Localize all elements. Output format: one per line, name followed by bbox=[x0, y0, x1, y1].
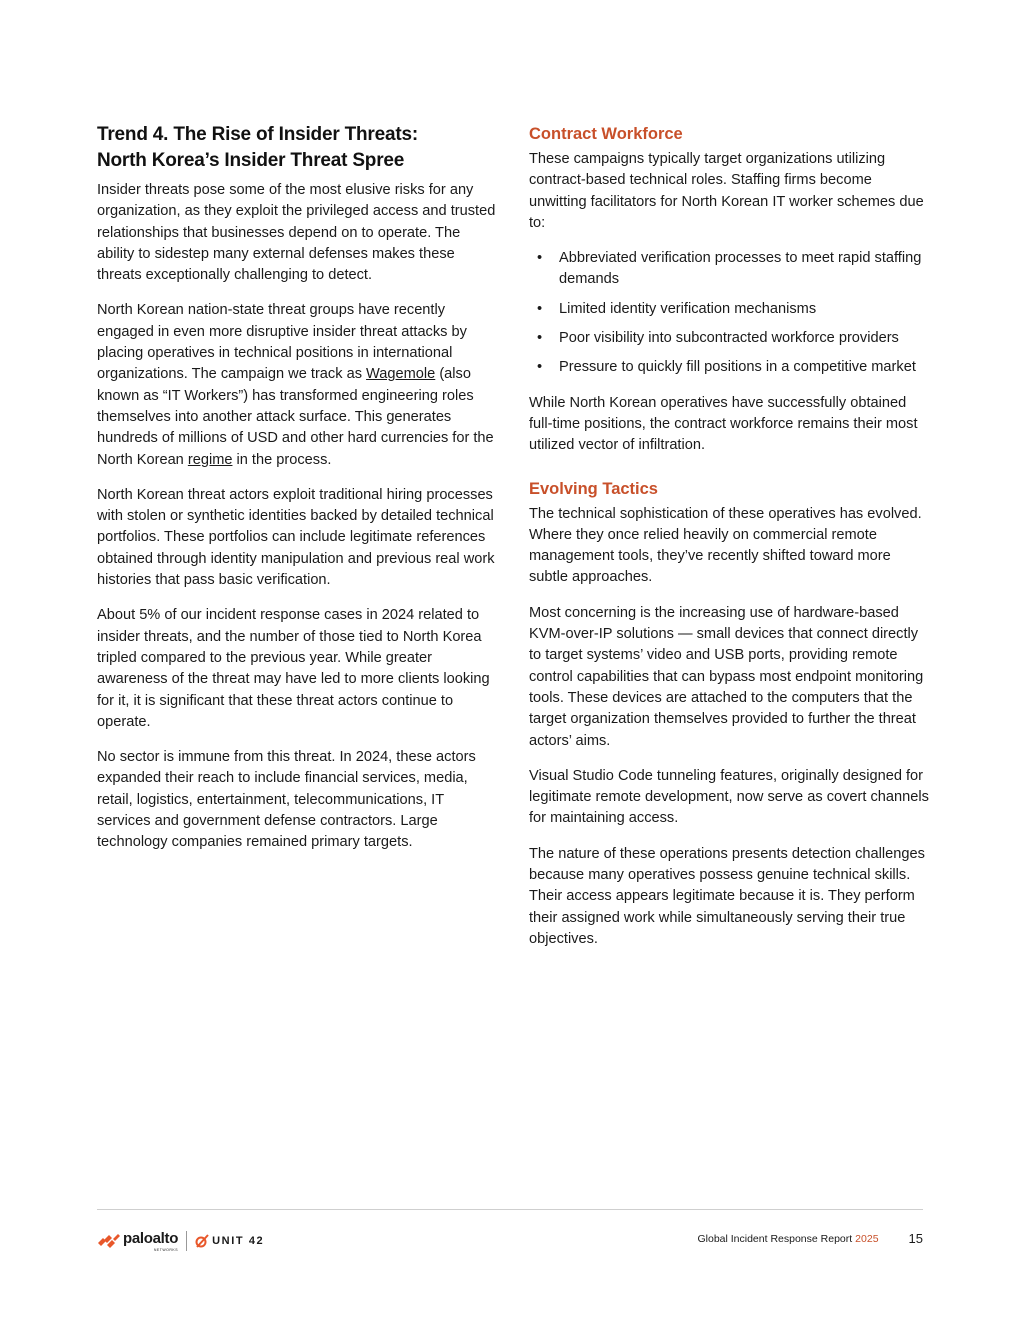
left-column bbox=[97, 122, 497, 868]
page-number: 15 bbox=[908, 1231, 923, 1246]
paragraph: North Korean nation-state threat groups have recently engaged in even more disruptive insider threat attacks by placing operatives in technical positions in international organizations. The campaign we track as Wagemole (also known as “IT Workers”) has transformed engineering roles themselves into another attack surface. This generates hundreds of millions of USD and other hard currencies for the North Korean regime in the process. bbox=[97, 302, 494, 468]
paragraph: Insider threats pose some of the most elusive risks for any organization, as they exploit the privileged access and trusted relationships that businesses depend on to operate. The ability to sidestep many external defenses makes these threats exceptionally challenging to detect. bbox=[97, 182, 496, 284]
unit42-logo-icon bbox=[195, 1234, 209, 1248]
right-column bbox=[529, 122, 929, 964]
paragraph: Most concerning is the increasing use of hardware-based KVM-over-IP solutions — small devices that connect directly to target systems’ video and USB ports, providing remote control capabilities that can bypass most endpoint monitoring tools. These devices are attached to the computers that the target organization themselves provided to further the threat actors’ aims. bbox=[529, 604, 924, 749]
paragraph: No sector is immune from this threat. In 2024, these actors expanded their reach to include financial services, media, retail, logistics, entertainment, telecommunications, IT services and government defense contractors. Large technology companies remained primary targets. bbox=[97, 749, 476, 851]
paragraph: North Korean threat actors exploit traditional hiring processes with stolen or synthetic identities backed by detailed technical portfolios. These portfolios can include legitimate references obtained through identity manipulation and previous real work histories that pass basic verification. bbox=[97, 486, 495, 589]
report-year: 2025 bbox=[855, 1232, 879, 1245]
footer-divider bbox=[97, 1209, 923, 1210]
list-item: • Poor visibility into subcontracted workforce providers bbox=[529, 328, 929, 349]
paloalto-logo-icon bbox=[98, 1234, 120, 1248]
paragraph: While North Korean operatives have successfully obtained full-time positions, the contract workforce remains their most utilized vector of infiltration. bbox=[529, 394, 918, 454]
list-item: • Pressure to quickly fill positions in a competitive market bbox=[529, 357, 929, 378]
unit42-wordmark: UNIT 42 bbox=[212, 1235, 265, 1247]
bullet-icon: • bbox=[537, 300, 543, 317]
section-heading-contract-workforce: Contract Workforce bbox=[529, 125, 683, 143]
footer-logo bbox=[98, 1230, 264, 1252]
bullet-icon: • bbox=[537, 250, 543, 267]
paragraph: Visual Studio Code tunneling features, originally designed for legitimate remote development, now serve as covert channels for maintaining access. bbox=[529, 767, 929, 827]
regime-link[interactable]: regime bbox=[187, 451, 233, 468]
paragraph: These campaigns typically target organizations utilizing contract-based technical roles. Staffing firms become unwitting facilitators for North Korean IT worker schemes due to: bbox=[529, 151, 924, 231]
bullet-icon: • bbox=[537, 330, 543, 347]
paragraph: The technical sophistication of these operatives has evolved. Where they once relied heavily on commercial remote management tools, they’ve recently shifted toward more subtle approaches. bbox=[529, 505, 922, 586]
report-title: Global Incident Response Report bbox=[697, 1232, 853, 1245]
trend-title: Trend 4. The Rise of Insider Threats: North Korea’s Insider Threat Spree bbox=[97, 124, 418, 171]
paragraph: About 5% of our incident response cases in 2024 related to insider threats, and the number of those tied to North Korea tripled compared to the previous year. While greater awareness of the threat may have led to more clients looking for it, it is significant that these threat actors continue to operate. bbox=[97, 607, 490, 730]
section-heading-evolving-tactics: Evolving Tactics bbox=[529, 479, 658, 498]
logo-divider bbox=[186, 1231, 187, 1251]
bullet-list bbox=[529, 248, 929, 378]
paloalto-wordmark: paloalto NETWORKS bbox=[123, 1230, 179, 1252]
bullet-icon: • bbox=[537, 359, 543, 376]
footer-meta bbox=[697, 1231, 923, 1246]
paragraph: The nature of these operations presents detection challenges because many operatives possess genuine technical skills. Their access appears legitimate because it is. They perform their assigned work while simultaneously serving their true objectives. bbox=[529, 845, 925, 947]
list-item: • Limited identity verification mechanisms bbox=[529, 299, 929, 320]
list-item: • Abbreviated verification processes to meet rapid staffing demands bbox=[537, 250, 922, 288]
wagemole-link[interactable]: Wagemole bbox=[366, 366, 436, 383]
